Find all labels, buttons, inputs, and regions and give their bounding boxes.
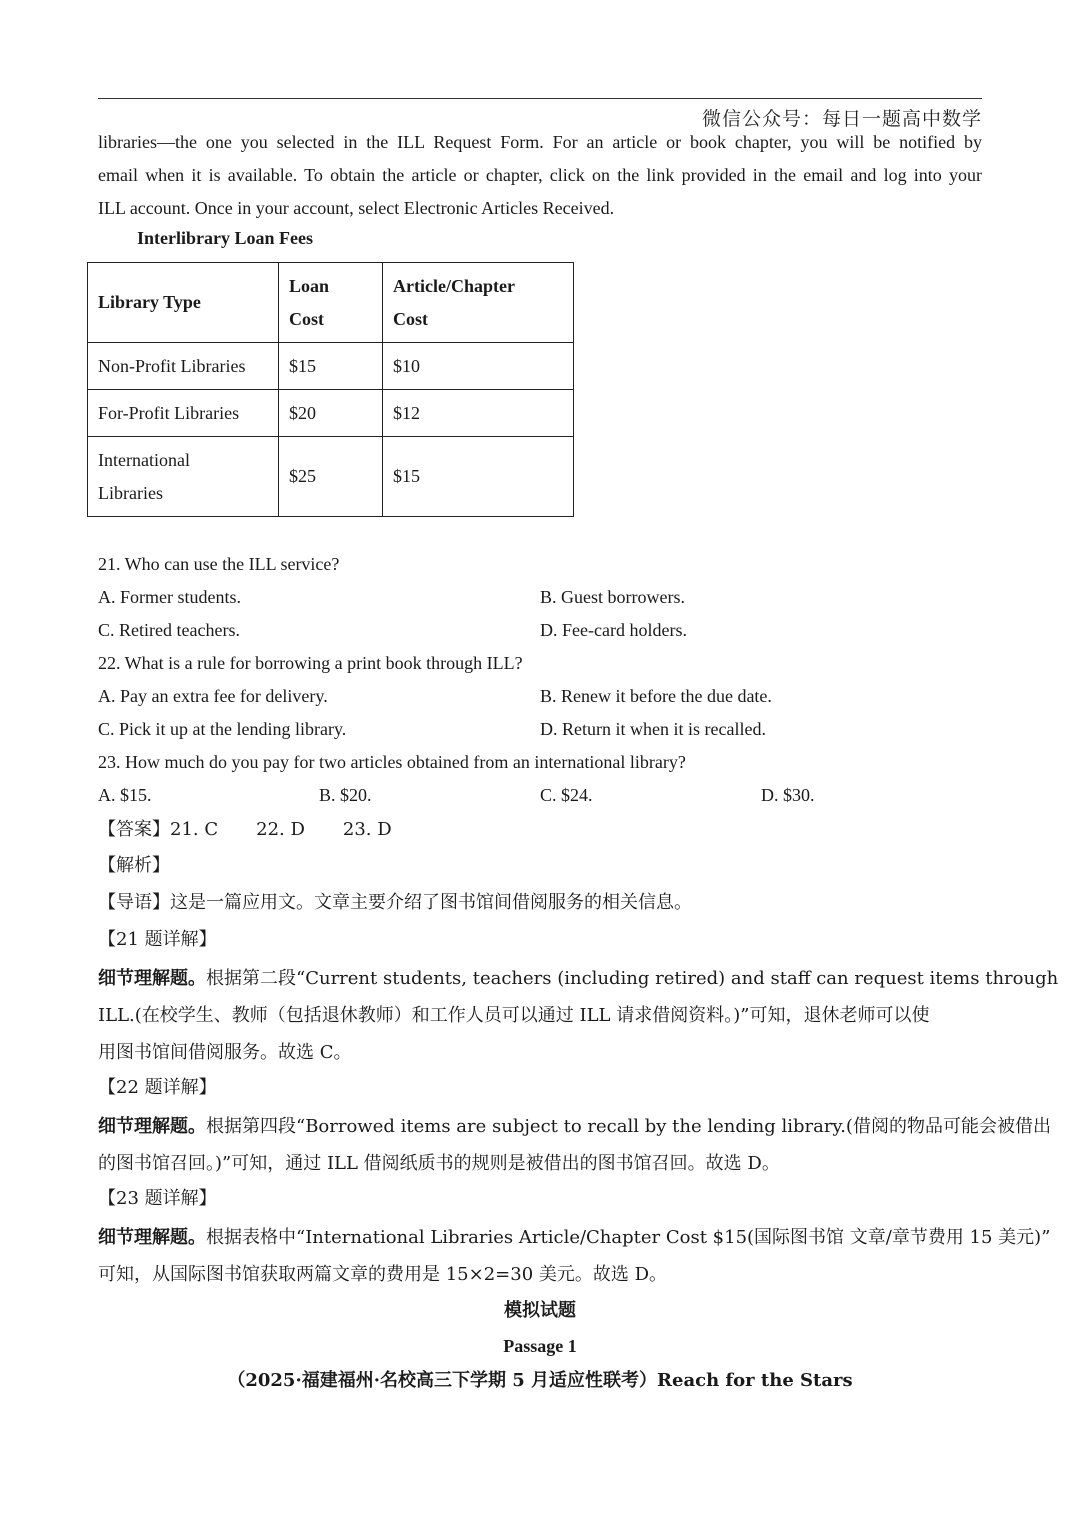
header-watermark: 微信公众号：每日一题高中数学 [701,108,982,130]
detail-21-label: 【21 题详解】 [98,929,217,950]
question-21-stem: 21. Who can use the ILL service? [98,554,340,574]
header-article: Article/Chapter [393,275,515,296]
detail-23-label: 【23 题详解】 [98,1188,217,1209]
cell-article-cost: $12 [383,390,574,437]
q22-option-c: C. Pick it up at the lending library. [98,719,347,739]
cell-article-cost: $15 [383,437,574,517]
header-rule [98,98,982,99]
q21-option-a: A. Former students. [98,587,241,607]
header-library-type: Library Type [88,263,279,343]
answer-21: 21. C [170,819,219,840]
answer-label: 【答案】 [98,819,170,840]
detail-22-label: 【22 题详解】 [98,1077,217,1098]
intro-line: ILL account. Once in your account, select Electronic Articles Received. [98,198,615,218]
guide-text: 这是一篇应用文。文章主要介绍了图书馆间借阅服务的相关信息。 [170,892,692,913]
cell-library-type: Non-Profit Libraries [88,343,279,390]
q22-option-a: A. Pay an extra fee for delivery. [98,686,328,706]
detail-22-line: 细节理解题。根据第四段“Borrowed items are subject to recall by the lending library.(借阅的物品可能会被借出 [98,1116,1051,1137]
cell-library-type: For-Profit Libraries [88,390,279,437]
detail-21-line: 细节理解题。根据第二段“Current students, teachers (including retired) and staff can request items through [98,968,1059,989]
detail-21-text [98,960,1059,1071]
intro-paragraph [98,126,982,225]
detail-23-text [98,1219,1051,1293]
detail-22-type: 细节理解题。 [98,1116,206,1137]
table-row [88,437,574,517]
detail-21-type: 细节理解题。 [98,968,206,989]
table-header-row [88,263,574,343]
cell-library-type-line1: International [98,449,190,470]
q23-option-a: A. $15. [98,785,152,805]
q21-option-c: C. Retired teachers. [98,620,240,640]
table-row [88,343,574,390]
detail-22-line: 的图书馆召回。)”可知，通过 ILL 借阅纸质书的规则是被借出的图书馆召回。故选 D。 [98,1153,780,1174]
cell-library-type [88,437,279,517]
detail-23-type: 细节理解题。 [98,1227,206,1248]
q21-option-d: D. Fee-card holders. [540,620,687,640]
q23-option-d: D. $30. [761,785,815,805]
guide-line [98,886,692,919]
header-article-cost [383,263,574,343]
cell-library-type-line2: Libraries [98,482,163,503]
q22-option-b: B. Renew it before the due date. [540,686,772,706]
question-23-stem: 23. How much do you pay for two articles obtained from an international library? [98,752,686,772]
cell-article-cost: $10 [383,343,574,390]
passage-title: Passage 1 [503,1336,577,1356]
q23-option-c: C. $24. [540,785,593,805]
intro-line: email when it is available. To obtain the article or chapter, click on the link provided in the email and log into your [98,165,982,185]
cell-loan-cost: $15 [279,343,383,390]
fees-table [87,262,574,517]
guide-label: 【导语】 [98,892,170,913]
detail-22-text [98,1108,1051,1182]
detail-23-line: 可知，从国际图书馆获取两篇文章的费用是 15×2=30 美元。故选 D。 [98,1264,668,1285]
table-row [88,390,574,437]
header-loan-cost-word: Cost [289,308,324,329]
header-loan: Loan [289,275,330,296]
q22-option-d: D. Return it when it is recalled. [540,719,766,739]
detail-23-line: 细节理解题。根据表格中“International Libraries Article/Chapter Cost $15(国际图书馆 文章/章节费用 15 美元)” [98,1227,1051,1248]
section-title: 模拟试题 [504,1300,576,1321]
table-caption: Interlibrary Loan Fees [137,228,313,248]
q21-option-b: B. Guest borrowers. [540,587,685,607]
header-article-cost-word: Cost [393,308,428,329]
detail-21-line: ILL.(在校学生、教师（包括退休教师）和工作人员可以通过 ILL 请求借阅资料。)”可知，退休老师可以使 [98,1005,930,1026]
answer-22: 22. D [256,819,305,840]
q23-option-b: B. $20. [319,785,372,805]
cell-loan-cost: $25 [279,437,383,517]
question-22-stem: 22. What is a rule for borrowing a print book through ILL? [98,653,523,673]
answer-23: 23. D [342,819,392,840]
intro-line: libraries—the one you selected in the ILL Request Form. For an article or book chapter, you will be notified by [98,132,982,152]
detail-21-line: 用图书馆间借阅服务。故选 C。 [98,1042,352,1063]
cell-loan-cost: $20 [279,390,383,437]
passage-source: （2025·福建福州·名校高三下学期 5 月适应性联考）Reach for the Stars [227,1370,853,1391]
analysis-label: 【解析】 [98,855,170,876]
header-loan-cost [279,263,383,343]
answer-line [98,813,392,846]
